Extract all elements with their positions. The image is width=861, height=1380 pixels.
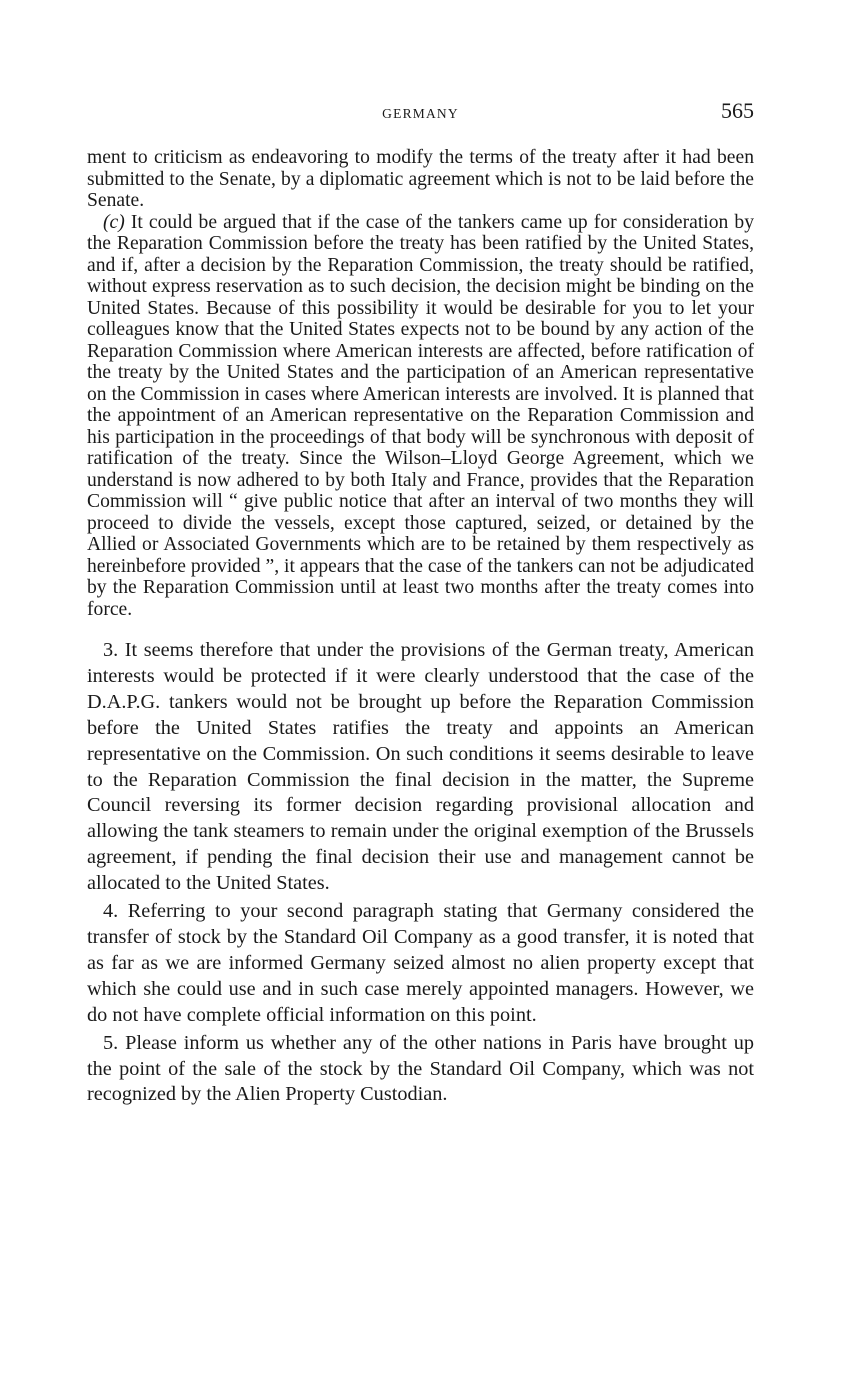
- page-body: [87, 147, 754, 1108]
- page-number: 565: [721, 98, 754, 123]
- paragraph-c-label: (c): [103, 211, 125, 233]
- paragraph-4: 4. Referring to your second paragraph stating that Germany considered the transfer of stock by the Standard Oil Company as a good transfer, it is noted that as far as we are informed Germany seized almost no alien property except that which she could use and in such case merely appointed managers. However, we do not have complete official information on this point.: [87, 900, 754, 1026]
- paragraph-5: 5. Please inform us whether any of the other nations in Paris have brought up the point of the sale of the stock by the Standard Oil Company, which was not recognized by the Alien Property Custodian.: [87, 1031, 754, 1106]
- page-header: [87, 98, 754, 130]
- running-head: GERMANY: [382, 106, 459, 121]
- paragraph-3: 3. It seems therefore that under the provisions of the German treaty, American interests would be protected if it were clearly understood that the case of the D.A.P.G. tankers would not be brought up before the Reparation Commission before the United States ratifies the treaty and appoints an American representative on the Commission. On such conditions it seems desirable to leave to the Reparation Commission the final decision in the matter, the Supreme Council reversing its former decision regarding provisional allocation and allowing the tank steamers to remain under the original exemption of the Brussels agreement, if pending the final decision their use and management cannot be allocated to the United States.: [87, 639, 754, 895]
- main-text-section: [87, 638, 754, 1108]
- small-print-section: [87, 147, 754, 620]
- paragraph-c-text: It could be argued that if the case of the tankers came up for consideration by the Reparation Commission before the treaty has been ratified by the United States, and if, after a decision by the Reparation Commission, the treaty should be ratified, without express reservation as to such decision, the decision might be binding on the United States. Because of this possibility it would be desirable for you to let your colleagues know that the United States expects not to be bound by any action of the Reparation Commission where American interests are affected, before ratification of the treaty by the United States and the participation of an American representative on the Commission in cases where American interests are involved. It is planned that the appointment of an American representative on the Reparation Commission and his participation in the proceedings of that body will be synchronous with deposit of ratification of the treaty. Since the Wilson–Lloyd George Agreement, which we understand is now adhered to by both Italy and France, provides that the Reparation Commission will “ give public notice that after an interval of two months they will proceed to divide the vessels, except those captured, seized, or detained by the Allied or Associated Governments which are to be retained by them respectively as hereinbefore provided ”, it appears that the case of the tankers can not be adjudicated by the Reparation Commission until at least two months after the treaty comes into force.: [87, 211, 754, 620]
- continuation-paragraph: ment to criticism as endeavoring to modify the terms of the treaty after it had been submitted to the Senate, by a diplomatic agreement which is not to be laid before the Senate.: [87, 147, 754, 211]
- paragraph-c: [87, 212, 754, 621]
